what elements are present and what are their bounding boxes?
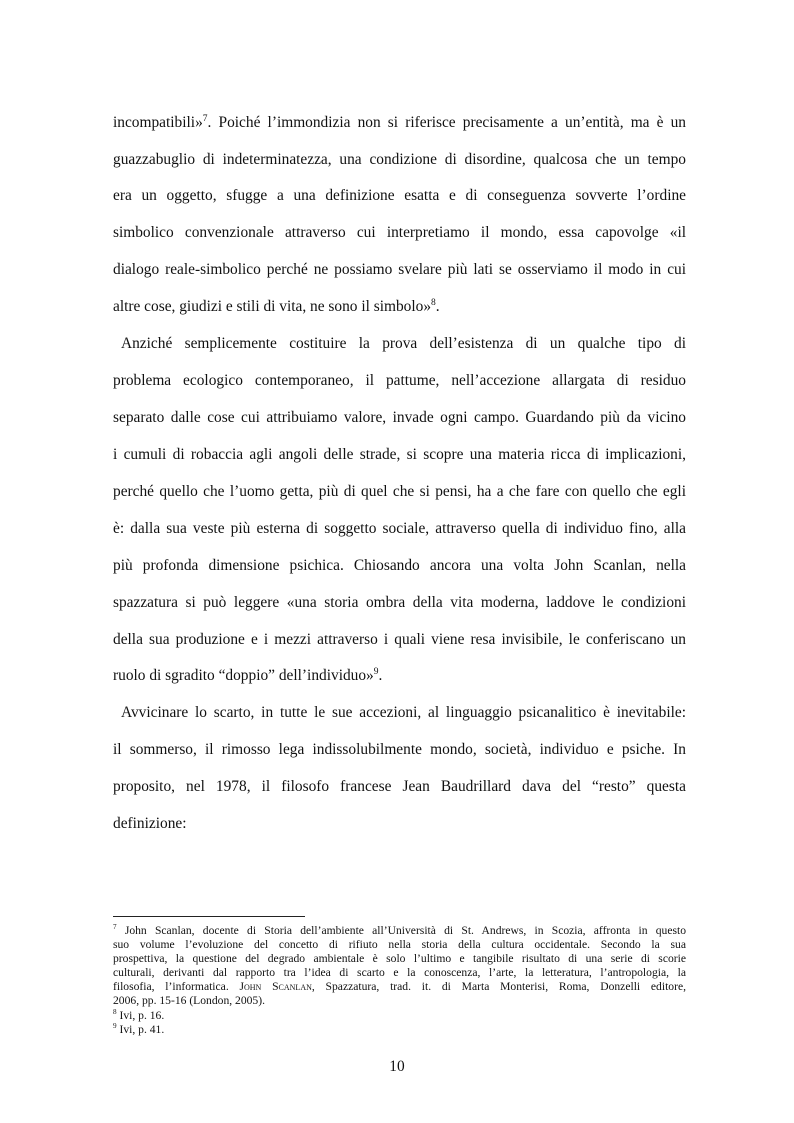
footnote-8: $^8$ Ivi, p. 16. (113, 1008, 165, 1022)
footnote-mark: 8 (113, 1008, 117, 1017)
body-line: più profonda dimensione psichica. Chiosando ancora una volta John Scanlan, nella (113, 557, 686, 574)
body-line: altre cose, giudizi e stili di vita, ne sono il simbolo»$^8$. (113, 296, 440, 315)
body-line: era un oggetto, sfugge a una definizione esatta e di conseguenza sovverte l’ordine (113, 187, 686, 204)
footnote-line: prospettiva, la questione del degrado ambientale è solo l’ultimo e tangibile risultato di una serie di scorie (113, 952, 686, 965)
body-line: è: dalla sua veste più esterna di soggetto sociale, attraverso quella di individuo fino, alla (113, 520, 686, 537)
body-line: spazzatura si può leggere «una storia ombra della vita moderna, laddove le condizioni (113, 594, 686, 611)
footnote-ref-7[interactable]: 7 (202, 112, 208, 124)
author-name: John Scanlan (239, 980, 312, 993)
footnote-separator (113, 916, 305, 917)
body-line: simbolico convenzionale attraverso cui interpretiamo il mondo, essa capovolge «il (113, 224, 686, 241)
body-line: il sommerso, il rimosso lega indissolubilmente mondo, società, individuo e psiche. In (113, 741, 686, 758)
footnote-ref-9[interactable]: 9 (373, 665, 379, 677)
body-line: separato dalle cose cui attribuiamo valore, invade ogni campo. Guardando più da vicino (113, 409, 686, 426)
body-line: i cumuli di robaccia agli angoli delle strade, si scopre una materia ricca di implicazioni, (113, 446, 686, 463)
body-line: guazzabuglio di indeterminatezza, una condizione di disordine, qualcosa che un tempo (113, 151, 686, 168)
footnote-line: suo volume l’evoluzione del concetto di rifiuto nella storia della cultura occidentale. Secondo la sua (113, 938, 686, 951)
page-number: 10 (389, 1058, 405, 1075)
body-line: proposito, nel 1978, il filosofo francese Jean Baudrillard dava del “resto” questa (113, 778, 686, 795)
body-line: dialogo reale-simbolico perché ne possiamo svelare più lati se osserviamo il modo in cui (113, 261, 686, 278)
body-line: ruolo di sgradito “doppio” dell’individuo»$^9$. (113, 665, 383, 684)
body-line: Avvicinare lo scarto, in tutte le sue accezioni, al linguaggio psicanalitico è inevitabile: (121, 704, 686, 721)
footnote-mark: 9 (113, 1022, 117, 1031)
body-line: incompatibili»$^7$. Poiché l’immondizia non si riferisce precisamente a un’entità, ma è un (113, 112, 686, 131)
footnote-line: culturali, derivanti dal rapporto tra l’idea di scarto e la conoscenza, l’arte, la letteratura, l’antropologia, la (113, 966, 686, 979)
body-line: Anziché semplicemente costituire la prova dell’esistenza di un qualche tipo di (121, 335, 686, 352)
body-line: della sua produzione e i mezzi attraverso i quali viene resa invisibile, le conferiscano un (113, 631, 686, 648)
body-line: problema ecologico contemporaneo, il pattume, nell’accezione allargata di residuo (113, 372, 686, 389)
footnote-line: 2006, pp. 15-16 (London, 2005). (113, 994, 265, 1007)
footnote-7: $^7$ John Scanlan, docente di Storia dell’ambiente all’Università di St. Andrews, in Scozia, affronta in questo (113, 923, 686, 937)
footnote-mark: 7 (113, 923, 117, 932)
body-line: perché quello che l’uomo getta, più di quel che si pensi, ha a che fare con quello che egli (113, 483, 686, 500)
footnote-line: filosofia, l’informatica. John Scanlan, Spazzatura, trad. it. di Marta Monterisi, Roma, Donzelli editore, (113, 980, 686, 993)
body-line: definizione: (113, 815, 187, 832)
footnote-9: $^9$ Ivi, p. 41. (113, 1022, 165, 1036)
footnote-ref-8[interactable]: 8 (431, 296, 436, 308)
